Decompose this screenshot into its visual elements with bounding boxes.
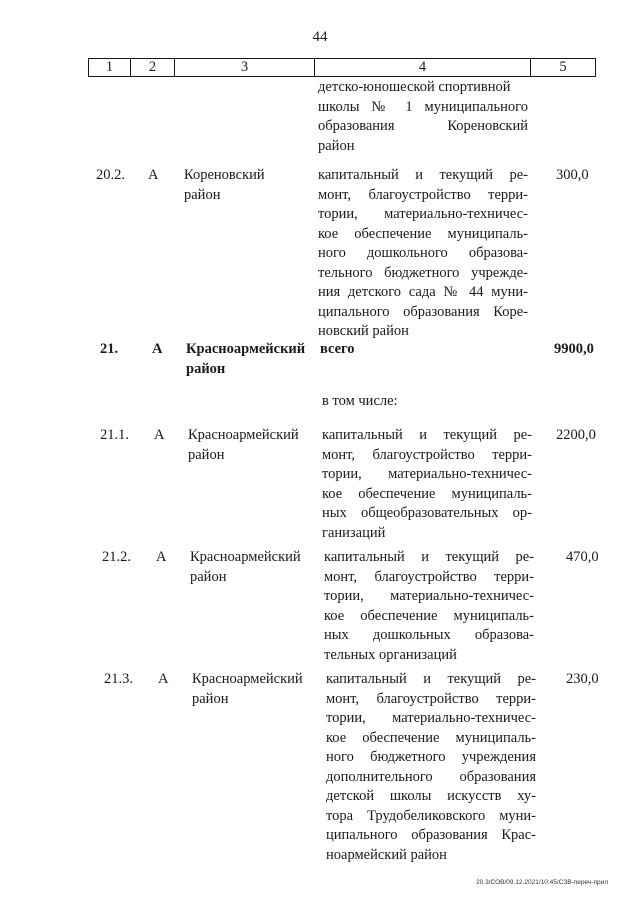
description-line: тора Трудобеликовского муни-	[326, 807, 536, 824]
row-description	[324, 548, 534, 665]
description-line: монт, благоустройство терри-	[322, 446, 532, 463]
row-category: А	[156, 549, 167, 565]
row-number: 21.3.	[104, 671, 133, 687]
description-line: кое обеспечение муниципаль-	[324, 607, 534, 624]
row-number: 21.	[100, 341, 119, 357]
description-line: тории, материально-техничес-	[324, 588, 534, 604]
district-line: Красноармейский	[186, 341, 306, 357]
description-line: кое обеспечение муниципаль-	[318, 225, 528, 242]
description-line: ных общеобразовательных ор-	[322, 505, 532, 521]
row-district	[190, 548, 301, 587]
row-category: А	[148, 167, 159, 183]
description-line: ных дошкольных образова-	[324, 627, 534, 643]
description-line: ного бюджетного учреждения	[326, 749, 536, 765]
description-line: тельного бюджетного учрежде-	[318, 264, 528, 281]
description-line: тории, материально-техничес-	[322, 466, 532, 482]
district-line: Красноармейский	[192, 671, 303, 687]
document-code: 20.3/СОВ/09.12.2021/10:45/СЗВ-переч-прил	[476, 879, 608, 886]
description-line: дополнительного образования	[326, 768, 536, 785]
district-line: район	[186, 360, 226, 377]
row-description: всего	[320, 341, 355, 357]
description-line: образования Кореновский	[318, 118, 528, 134]
subtotal-caption: в том числе:	[322, 393, 398, 409]
row-number: 20.2.	[96, 167, 125, 183]
description-line: капитальный и текущий ре-	[318, 167, 528, 183]
row-description	[318, 166, 528, 342]
district-line: Красноармейский	[188, 427, 299, 443]
row-amount: 9900,0	[554, 341, 594, 357]
district-line: район	[192, 690, 229, 707]
table-header-row	[88, 58, 596, 77]
row-category: А	[154, 427, 165, 443]
description-line: детской школы искусств ху-	[326, 788, 536, 804]
description-line: капитальный и текущий ре-	[322, 427, 532, 443]
description-line: тельных организаций	[324, 646, 457, 663]
district-line: Красноармейский	[190, 549, 301, 565]
row-amount: 2200,0	[556, 427, 596, 443]
row-amount: 300,0	[556, 167, 589, 183]
description-line: школы № 1 муниципального	[318, 98, 528, 115]
row-amount: 470,0	[566, 549, 599, 565]
description-line: ганизаций	[322, 524, 386, 541]
description-line: новский район	[318, 323, 409, 339]
description-line: детско-юношеской спортивной	[318, 79, 511, 95]
description-line: кое обеспечение муниципаль-	[322, 485, 532, 502]
description-line: тории, материально-техничес-	[318, 206, 528, 222]
header-col-1: 1	[89, 59, 131, 76]
description-line: капитальный и текущий ре-	[324, 549, 534, 565]
header-col-2: 2	[131, 59, 175, 76]
row-district	[188, 426, 299, 465]
header-col-4: 4	[315, 59, 531, 76]
description-line: кое обеспечение муниципаль-	[326, 729, 536, 746]
row-district	[186, 340, 305, 379]
district-line: район	[184, 186, 221, 203]
description-line: монт, благоустройство терри-	[324, 568, 534, 585]
description-line: монт, благоустройство терри-	[326, 690, 536, 707]
page-number: 44	[312, 29, 328, 45]
description-line: район	[318, 137, 355, 154]
row-category: А	[152, 341, 163, 357]
district-line: Кореновский	[184, 167, 265, 183]
description-line: ния детского сада № 44 муни-	[318, 284, 528, 300]
header-col-3: 3	[175, 59, 315, 76]
district-line: район	[188, 446, 225, 463]
description-line: ноармейский район	[326, 846, 447, 863]
description-line: монт, благоустройство терри-	[318, 186, 528, 203]
description-line: тории, материально-техничес-	[326, 710, 536, 726]
row-category: А	[158, 671, 169, 687]
row-number: 21.1.	[100, 427, 129, 443]
row-description	[326, 670, 536, 865]
description-line: ного дошкольного образова-	[318, 245, 528, 261]
description-line: капитальный и текущий ре-	[326, 671, 536, 687]
row-amount: 230,0	[566, 671, 599, 687]
row-district	[192, 670, 303, 709]
header-col-5: 5	[559, 59, 567, 75]
district-line: район	[190, 568, 227, 585]
description-line: ципального образования Крас-	[326, 827, 536, 843]
description-line: ципального образования Коре-	[318, 303, 528, 320]
continuation-description	[318, 78, 528, 156]
row-district	[184, 166, 265, 205]
row-number: 21.2.	[102, 549, 131, 565]
row-description	[322, 426, 532, 543]
